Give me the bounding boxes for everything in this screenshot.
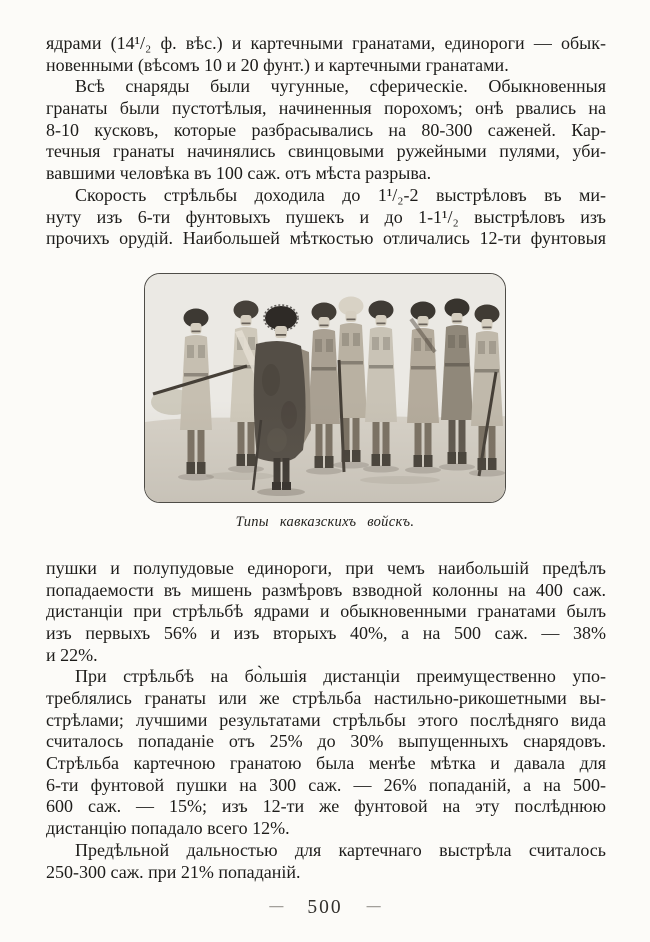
text-line: изъ первыхъ 56% и изъ вторыхъ 40%, а на 500 саж. — 38% <box>46 622 606 643</box>
text-line: 250-300 саж. при 21% попаданій. <box>46 861 301 882</box>
text-line: 6-ти фунтовой пушки на 300 саж. — 26% попаданій, а на 500- <box>46 774 606 795</box>
text-line: новенными (вѣсомъ 10 и 20 фунт.) и картечными гранатами. <box>46 54 509 75</box>
troops-illustration <box>145 274 506 503</box>
text-line: попадаемости въ мишень размѣровъ взводной колонны на 400 саж. <box>46 579 606 600</box>
text-line: дистанціи при стрѣльбѣ ядрами и обыкновенными гранатами былъ <box>46 601 606 622</box>
text-line: ядрами (14¹/₂ ф. вѣс.) и картечными гранатами, единороги — обык- <box>46 33 606 53</box>
text-line: прочихъ орудій. Наибольшей мѣткостью отличались 12-ти фунтовыя <box>46 228 606 249</box>
photo-vignette <box>145 274 506 503</box>
text-line: 600 саж. — 15%; изъ 12-ти же фунтовой на эту послѣднюю <box>46 796 606 817</box>
page-number: 500 <box>307 897 343 919</box>
page-footer <box>0 897 650 919</box>
figure-caption: Типы кавказскихъ войскъ. <box>235 513 415 530</box>
figure-frame <box>144 273 506 503</box>
text-line: Стрѣльба картечною гранатою была менѣе мѣтка и давала для <box>46 753 606 774</box>
text-line: 8-10 кусковъ, которые разбрасывались на 80-300 саженей. Кар- <box>46 119 606 140</box>
text-line: пушки и полупудовые единороги, при чемъ наибольшій предѣлъ <box>46 557 606 578</box>
footer-dash-right: — <box>366 899 381 915</box>
text-line: Скорость стрѣльбы доходила до 1¹/₂-2 выстрѣловъ въ ми- <box>75 184 606 205</box>
text-block-upper <box>0 0 650 250</box>
text-line: треблялись гранаты или же стрѣльба настильно-рикошетными вы- <box>46 688 606 708</box>
text-line: При стрѣльбѣ на бо̀льшія дистанціи преимущественно упо- <box>75 666 606 687</box>
text-line: дистанцію попадало всего 12%. <box>46 818 290 839</box>
text-line: Всѣ снаряды были чугунные, сферическіе. Обыкновенныя <box>75 76 606 97</box>
text-line: течныя гранаты начинялись свинцовыми ружейными пулями, уби- <box>46 141 606 162</box>
text-block-lower <box>0 558 650 883</box>
text-line: нуту изъ 6-ти фунтовыхъ пушекъ и до 1-1¹/₂ выстрѣловъ изъ <box>46 206 606 227</box>
text-line: стрѣлами; лучшими результатами стрѣльбы этого послѣдняго вида <box>46 709 606 730</box>
text-line: Предѣльной дальностью для картечнаго выстрѣла считалось <box>75 839 606 860</box>
text-line: считалось попаданіе отъ 25% до 30% выпущенныхъ снарядовъ. <box>46 731 606 752</box>
text-line: гранаты были пустотѣлыя, начиненныя порохомъ; онѣ рвались на <box>46 98 606 119</box>
text-line: вавшими человѣка въ 100 саж. отъ мѣста разрыва. <box>46 163 432 184</box>
text-line: и 22%. <box>46 644 98 665</box>
figure-plate <box>144 273 506 531</box>
footer-dash-left: — <box>269 899 284 915</box>
